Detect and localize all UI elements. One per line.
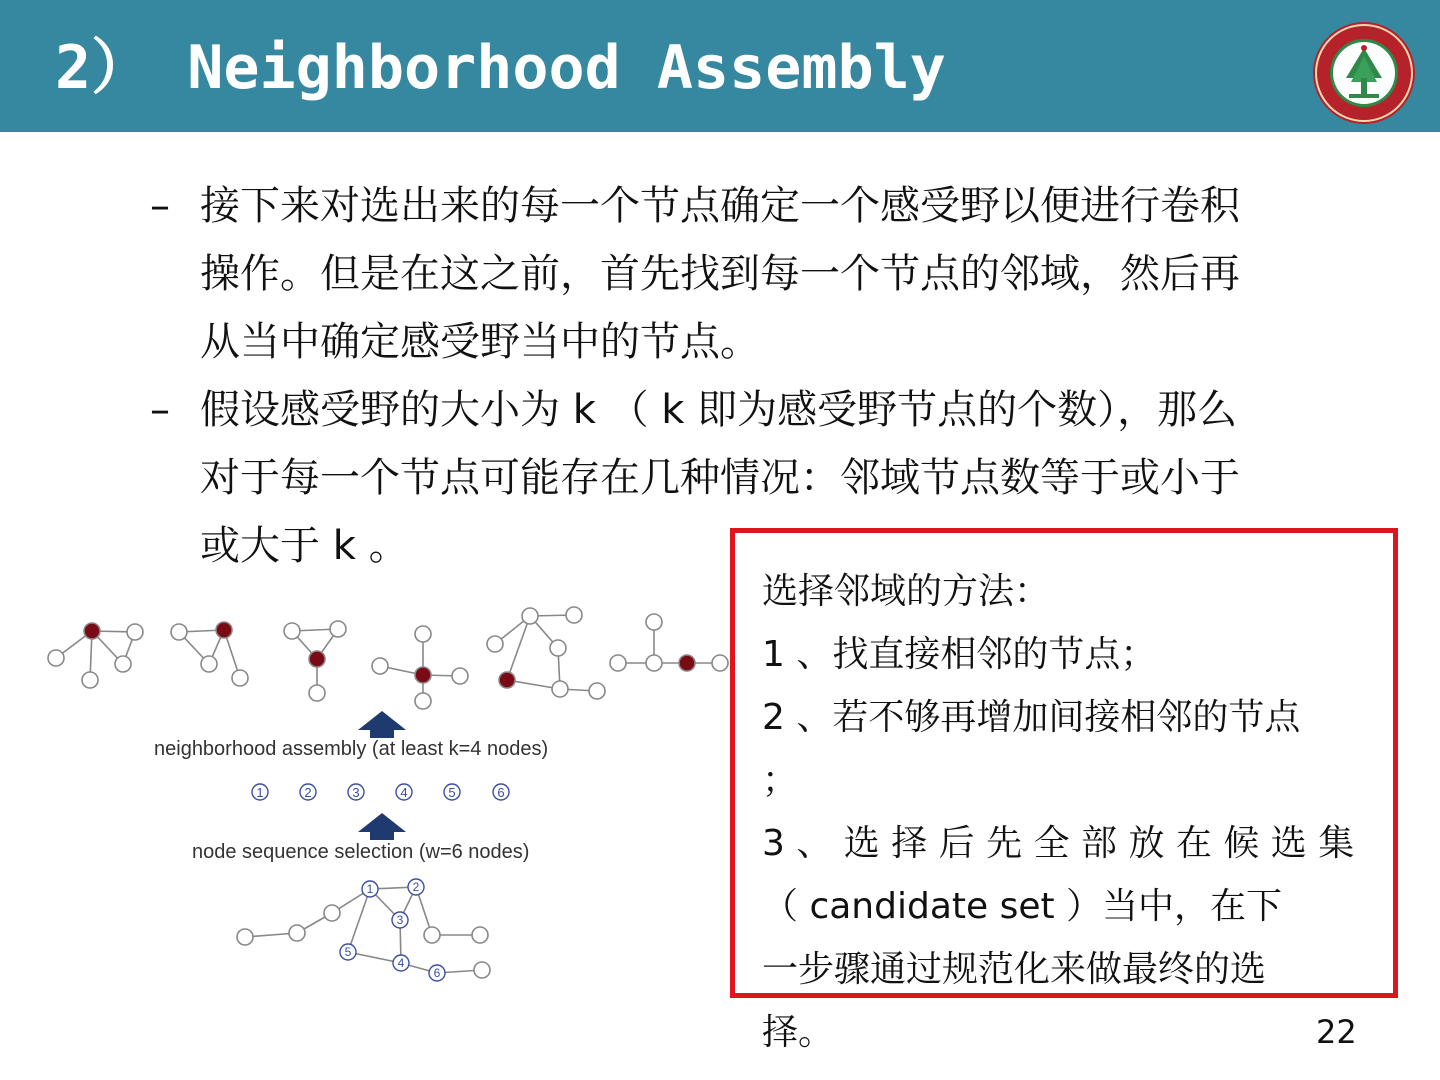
sequence-markers	[252, 784, 509, 800]
slide-title: 2） Neighborhood Assembly	[55, 33, 946, 103]
bullet-line: 假设感受野的大小为 k （ k 即为感受野节点的个数），那么	[200, 387, 1238, 433]
method-box-text	[762, 560, 1362, 1064]
sequence-number: 3	[352, 785, 360, 800]
method-line: 选择邻域的方法：	[762, 571, 1051, 612]
sequence-number: 4	[400, 785, 408, 800]
sequence-number: 2	[304, 785, 312, 800]
bullet-list	[150, 172, 1360, 580]
method-line: 2 、若不够再增加间接相邻的节点	[762, 697, 1301, 738]
sequence-number: 1	[256, 785, 264, 800]
input-graph-nodes	[237, 905, 490, 978]
method-line: 一步骤通过规范化来做最终的选	[762, 949, 1267, 990]
university-logo-icon	[1311, 20, 1417, 126]
sequence-number: 6	[497, 785, 505, 800]
sequence-number: 5	[448, 785, 456, 800]
graph-nodes	[48, 607, 728, 709]
bullet-line: 接下来对选出来的每一个节点确定一个感受野以便进行卷积	[200, 183, 1240, 229]
node-number: 2	[412, 880, 420, 894]
selection-label: node sequence selection (w=6 nodes)	[192, 841, 530, 863]
bullet-dash: –	[150, 183, 170, 229]
bullet-dash: –	[150, 387, 170, 433]
input-graph-edges	[245, 887, 482, 973]
method-line: （ candidate set ）当中，在下	[762, 886, 1283, 927]
patchy-san-figure	[40, 595, 740, 995]
bullet-line: 从当中确定感受野当中的节点。	[200, 319, 760, 365]
method-line: 择。	[762, 1012, 835, 1053]
bullet-line: 对于每一个节点可能存在几种情况：邻域节点数等于或小于	[200, 455, 1240, 501]
method-line: ；	[762, 760, 799, 801]
method-line: 1 、找直接相邻的节点；	[762, 634, 1157, 675]
bullet-item	[150, 172, 1360, 376]
arrow-up-icon	[358, 813, 406, 840]
page-number: 22	[1316, 1013, 1357, 1051]
node-number: 4	[397, 956, 405, 970]
arrow-up-icon	[358, 711, 406, 738]
assembly-label: neighborhood assembly (at least k=4 nodes)	[154, 738, 549, 760]
node-number: 6	[433, 966, 441, 980]
header-bar	[0, 0, 1440, 132]
bullet-line: 操作。但是在这之前，首先找到每一个节点的邻域，然后再	[200, 251, 1240, 297]
node-number: 1	[366, 882, 374, 896]
bullet-line: 或大于 k 。	[200, 523, 409, 569]
node-number: 3	[396, 913, 404, 927]
node-number: 5	[344, 945, 352, 959]
method-line: 3 、 选 择 后 先 全 部 放 在 候 选 集	[762, 823, 1355, 864]
